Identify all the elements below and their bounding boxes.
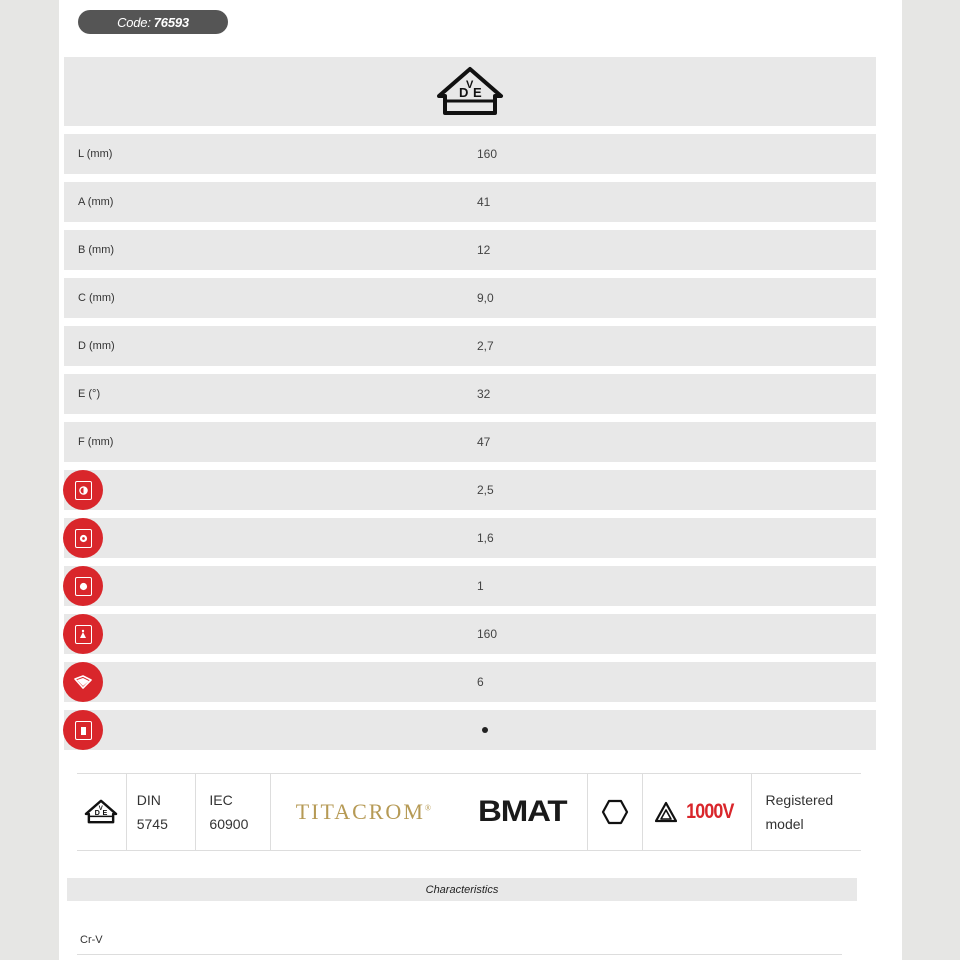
characteristics-header: Characteristics	[67, 878, 857, 901]
vde-small-icon	[84, 799, 118, 825]
icon-spec-row	[64, 470, 876, 510]
iec-standard	[196, 774, 271, 850]
spec-label: D (mm)	[78, 340, 115, 352]
spec-label: L (mm)	[78, 148, 113, 160]
vde-logo-icon	[435, 66, 505, 118]
iec-line2: 60900	[209, 816, 249, 832]
iec-line1: IEC	[209, 792, 233, 808]
feature-badges	[77, 773, 861, 851]
spec-label: B (mm)	[78, 244, 115, 256]
spec-value: 6	[477, 675, 484, 689]
din-line1: DIN	[136, 792, 161, 808]
spec-row	[64, 422, 876, 462]
icon-spec-row	[64, 710, 876, 750]
icon-spec-row	[64, 662, 876, 702]
spec-value: 47	[477, 435, 491, 449]
product-page	[59, 0, 902, 960]
hexagon-badge	[588, 774, 643, 850]
svg-text:V: V	[98, 805, 104, 813]
insulation-triangle-icon	[655, 801, 677, 823]
spec-value: 41	[477, 195, 491, 209]
soft-wire-cut-icon	[63, 470, 103, 510]
spec-row	[64, 182, 876, 222]
spec-label: C (mm)	[78, 292, 115, 304]
code-value: 76593	[153, 14, 189, 30]
spec-row	[64, 134, 876, 174]
spec-value: 9,0	[477, 291, 494, 305]
material-value: Cr-V	[80, 933, 103, 946]
spec-value: 32	[477, 387, 491, 401]
din-standard	[127, 774, 197, 850]
registered-line1: Registered	[765, 792, 834, 808]
code-label: Code:	[117, 14, 151, 30]
svg-text:V: V	[466, 78, 474, 91]
voltage-badge	[643, 774, 751, 850]
registered-model	[752, 774, 861, 850]
display-icon	[63, 710, 103, 750]
medium-wire-cut-icon	[63, 518, 103, 558]
spec-row	[64, 374, 876, 414]
spec-row	[64, 326, 876, 366]
svg-text:D: D	[459, 84, 469, 100]
vde-badge	[77, 774, 127, 850]
svg-text:E: E	[102, 807, 108, 817]
product-code-badge	[78, 10, 228, 34]
spec-value: 2,5	[477, 483, 494, 497]
bmat-logo: BMAT	[478, 795, 567, 828]
certification-header	[64, 57, 876, 126]
svg-text:D: D	[95, 807, 101, 817]
spec-value: 1	[477, 579, 484, 593]
icon-spec-row	[64, 566, 876, 606]
registered-line2: model	[765, 816, 804, 832]
spec-value: 2,7	[477, 339, 494, 353]
spec-value: 12	[477, 243, 491, 257]
package-quantity-icon	[63, 662, 103, 702]
hard-wire-cut-icon	[63, 566, 103, 606]
spec-label: F (mm)	[78, 436, 114, 448]
specs-table	[64, 134, 876, 758]
availability-dot	[482, 727, 488, 733]
hexagon-icon	[601, 799, 629, 825]
spec-row	[64, 278, 876, 318]
din-line2: 5745	[136, 816, 168, 832]
icon-spec-row	[64, 614, 876, 654]
spec-label: A (mm)	[78, 196, 114, 208]
spec-label: E (°)	[78, 388, 101, 400]
material-row	[77, 925, 842, 955]
voltage-rating: 1000V	[686, 800, 734, 823]
spec-row	[64, 230, 876, 270]
spec-value: 160	[477, 627, 498, 641]
spec-value: 1,6	[477, 531, 494, 545]
brand-logos	[271, 774, 588, 850]
titacrom-logo: TITACROM®	[295, 799, 433, 824]
spec-value: 160	[477, 147, 498, 161]
weight-icon	[63, 614, 103, 654]
svg-text:E: E	[473, 84, 482, 100]
icon-spec-row	[64, 518, 876, 558]
